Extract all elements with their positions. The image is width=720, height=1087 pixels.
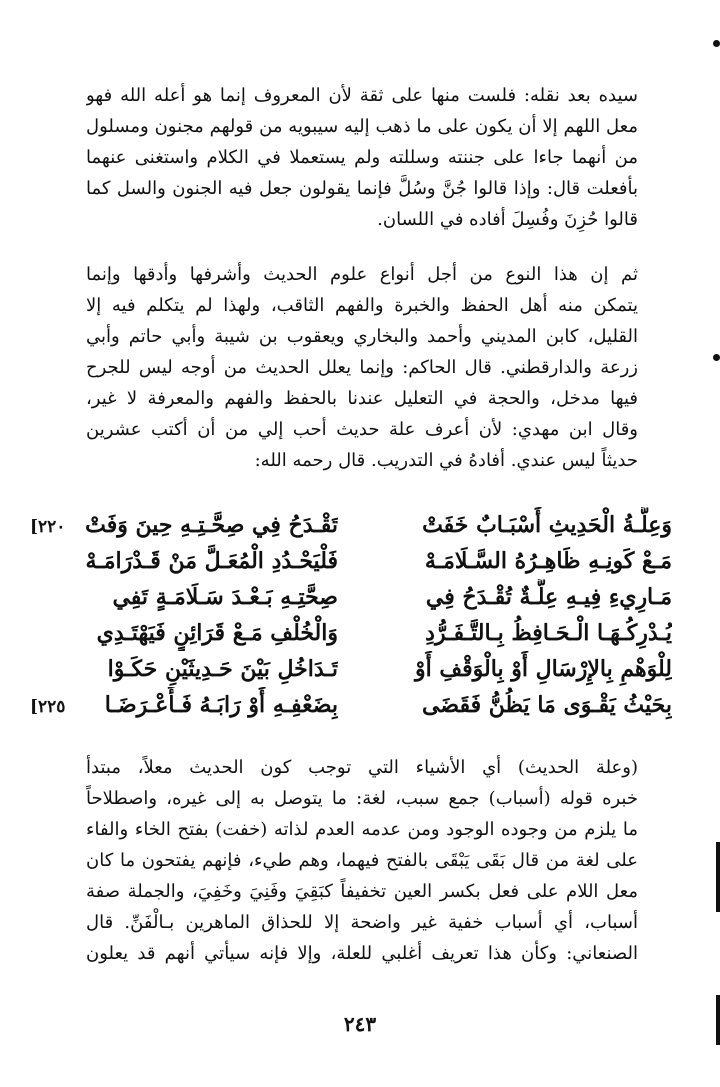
text-line: معل اللهم إلا أن يكون على ما ذهب إليه سيبويه من قولهم مجنون ومسلول [86,116,638,137]
page-number: ٢٤٣ [343,1012,377,1036]
poem-verses [30,507,690,723]
text-line: خبره قوله (أسباب) جمع سبب، لغة: ما يتوصل به إلى غيره، واصطلاحاً [86,788,638,809]
text-line: زرعة والدارقطني. قال الحاكم: وإنما يعلل الحديث من أوجه ليس للجرح [86,357,638,378]
text-line: ثم إن هذا النوع من أجل أنواع علوم الحديث وأشرفها وأدقها وإنما [86,264,638,285]
text-line: قالوا حُزِنَ وفُسِلَ أفاده في اللسان. [377,209,638,230]
scan-mark [713,354,720,361]
text-line: ما يلزم من وجوده الوجود ومن عدمه العدم لذاته (خفت) بفتح الخاء والفاء [86,819,638,840]
verse-line [30,651,690,687]
scan-edge-mark [716,995,720,1045]
scan-mark [713,40,720,47]
text-line: (وعلة الحديث) أي الأشياء التي توجب كون الحديث معلاً، مبتدأ [86,757,638,778]
text-line: سيده بعد نقله: فلست منها على ثقة لأن المعروف إنما هو أعله الله فهو [86,85,638,106]
text-line: يتمكن منه أهل الحفظ والخبرة والفهم الثاقب، ولهذا لم يتكلم فيه إلا [86,295,638,316]
verse-line [30,687,690,723]
scan-edge-mark [716,842,720,912]
text-line: القليل، كابن المديني وأحمد والبخاري ويعقوب بن شيبة وأبي حاتم وأبي [86,326,638,347]
verse-second-hemistich: بِضَعْفِـهِ أَوْ رَابَـهُ فَـأَعْـرَضَـا [104,692,338,718]
text-line: أسباب، أي أسباب خفية غير واضحة إلا للحذاق الماهرين بـالْفَنِّ. قال [86,912,638,933]
verse-line [30,507,690,543]
verse-second-hemistich: تَقْـدَحُ فِي صِحَّـتِـهِ حِينَ وَفَتْ [85,512,338,538]
verse-second-hemistich: وَالْخُلْفِ مَـعْ قَرَائِنٍ فَيَهْتَـدِي [96,620,338,646]
text-line: حديثاً ليس عندي. أفادهُ في التدريب. قال رحمه الله: [254,450,638,471]
text-line: بأفعلت قال: وإذا قالوا جُنَّ وسُلَّ فإنما يقولون جعل فيه الجنون والسل كما [86,178,638,199]
text-line: وقال ابن مهدي: لأن أعرف علة حديث أحب إلي من أن أكتب عشرين [86,419,638,440]
verse-first-hemistich: لِلْوَهْمِ بِالإِرْسَالِ أَوْ بِالْوَقْفِ أَوْ [414,656,672,682]
text-line: من أنهما جاءا على جننته وسللته ولم يستعملا في الكلام واستغنى عنهما [86,147,638,168]
text-line: معل اللام على فعل بكسر العين تخفيفاً كبَقِيَ وفَنِيَ وخَفِيَ، والجملة صفة [86,881,638,902]
verse-first-hemistich: وَعِلَّـةُ الْحَدِيثِ أَسْبَـابٌ خَفَتْ [422,512,672,538]
verse-first-hemistich: مَـعْ كَونِـهِ ظَاهِـرُهُ السَّـلَامَـهْ [424,548,672,574]
text-line: الصنعاني: وكأن هذا تعريف أغلبي للعلة، وإلا فإنه سيأتي أنهم قد يعلون [86,943,638,964]
verse-second-hemistich: صِحَّتِـهِ بَـعْـدَ سَـلَامَـةٍ تَفِي [112,584,338,610]
verse-line [30,579,690,615]
verse-line [30,543,690,579]
paragraph-2 [86,259,638,476]
verse-first-hemistich: يُـدْرِكُـهَـا الْـحَـافِظُ بِـالتَّـفَـرُّدِ [425,620,672,646]
verse-second-hemistich: تَـدَاخُلِ بَيْنَ حَـدِيثَيْنِ حَكَـوْا [107,656,338,682]
paragraph-3 [86,752,638,969]
verse-first-hemistich: بِحَيْثُ يَقْـوَى مَا يَظُنُّ فَقَضَى [422,692,672,718]
verse-number: [٢٢٠ [30,517,66,537]
verse-line [30,615,690,651]
verse-number: [٢٢٥ [30,697,66,717]
verse-second-hemistich: فَلْيَحْـدُدِ الْمُعَـلَّ مَنْ قَـدْرَامَـهْ [85,548,338,574]
verse-first-hemistich: مَـارِيءِ فِيـهِ عِلَّـةٌ تُقْـدَحُ فِي [425,584,672,610]
text-line: فيها مدخل، والحجة في التعليل عندنا بالحفظ والفهم والمعرفة لا غير، [86,388,638,409]
paragraph-1 [86,80,638,235]
text-line: على لغة من قال بَقَى يَبْقَى بالفتح فيهما، وهم طيء، فإنهم يفتحون ما كان [86,850,638,871]
